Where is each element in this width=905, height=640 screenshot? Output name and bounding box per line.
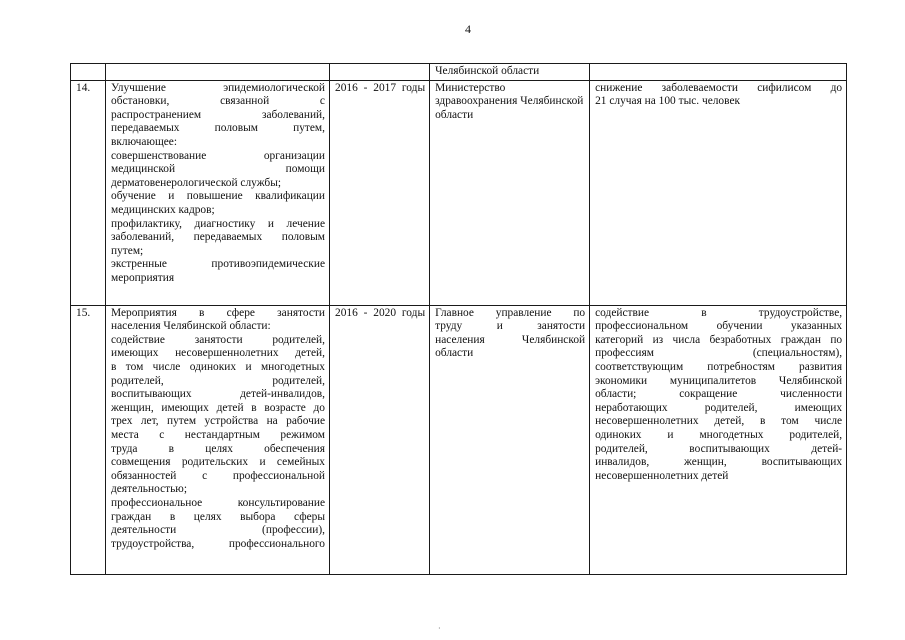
result-line: профессиям (специальностям), [595, 347, 843, 360]
activity-line: имеющих несовершеннолетних детей, [111, 347, 325, 360]
result-cell [590, 80, 847, 305]
executor-text: Министерство здравоохранения Челябинской области [435, 81, 584, 121]
activity-line: путем; [111, 244, 144, 257]
result-line: инвалидов, женщин, воспитывающих [595, 456, 843, 469]
activity-line: медицинской помощи [111, 163, 325, 176]
activity-line: Мероприятия в сфере занятости [111, 306, 325, 319]
result-line: одиноких и многодетных родителей, [595, 428, 843, 441]
years-text: 2016 - 2020 годы [335, 306, 426, 319]
activity-line: населения Челябинской области: [111, 320, 271, 333]
continuation-num-cell [71, 64, 106, 81]
years-text: 2016 - 2017 годы [335, 81, 426, 94]
continuation-row [71, 64, 847, 81]
activity-line: содействие занятости родителей, [111, 333, 325, 346]
result-line: несовершеннолетних детей, в том числе [595, 415, 843, 428]
table-row [71, 305, 847, 574]
result-line: 21 случая на 100 тыс. человек [595, 95, 741, 108]
activity-line: заболеваний, передаваемых половым [111, 231, 325, 244]
result-line: соответствующим потребностям развития [595, 360, 843, 373]
activity-cell [106, 80, 330, 305]
activity-line: деятельностью; [111, 483, 187, 496]
result-line: снижение заболеваемости сифилисом до [595, 81, 843, 94]
result-line: категорий из числа безработных граждан по [595, 333, 843, 346]
continuation-executor-text: Челябинской области [435, 65, 540, 77]
activity-line: мероприятия [111, 271, 175, 284]
executor-line: области [435, 347, 474, 360]
activity-line: воспитывающих детей-инвалидов, [111, 388, 325, 401]
continuation-result-cell [590, 64, 847, 81]
executor-cell [430, 305, 590, 574]
executor-line: Главное управление по [435, 306, 586, 319]
activity-line: Улучшение эпидемиологической [111, 81, 325, 94]
activity-line: профессиональное консультирование [111, 496, 325, 509]
result-line: области; сокращение численности [595, 388, 843, 401]
executor-cell [430, 80, 590, 305]
activity-cell [106, 305, 330, 574]
activity-line: обучение и повышение квалификации [111, 190, 325, 203]
activity-line: совмещения родительских и семейных [111, 456, 325, 469]
result-line: родителей, воспитывающих детей- [595, 442, 843, 455]
activity-line: распространением заболеваний, [111, 108, 325, 121]
activity-line: женщин, имеющих детей в возрасте до [111, 401, 325, 414]
activity-line: экстренные противоэпидемические [111, 258, 325, 271]
continuation-activity-cell [106, 64, 330, 81]
activity-line: граждан в целях выбора сферы [111, 510, 325, 523]
page-number: 4 [465, 22, 471, 36]
result-line: профессиональном обучении указанных [595, 320, 843, 333]
result-line: экономики муниципалитетов Челябинской [595, 374, 843, 387]
measures-table [70, 63, 847, 575]
activity-line: места с нестандартным режимом [111, 428, 325, 441]
years-cell [330, 80, 430, 305]
activity-line: совершенствование организации [111, 149, 325, 162]
activity-line: дерматовенерологической службы; [111, 176, 282, 189]
row-number: 15. [71, 305, 106, 574]
result-line: неработающих родителей, имеющих [595, 401, 843, 414]
activity-line: профилактику, диагностику и лечение [111, 217, 325, 230]
activity-line: деятельности (профессии), [111, 524, 325, 537]
executor-line: труду и занятости [435, 320, 586, 333]
activity-line: в том числе одиноких и многодетных [111, 360, 325, 373]
continuation-executor-cell [430, 64, 590, 81]
activity-line: обстановки, связанной с [111, 95, 325, 108]
activity-line: трудоустройства, профессионального [111, 537, 325, 550]
activity-line: обязанностей с профессиональной [111, 469, 325, 482]
result-cell [590, 305, 847, 574]
activity-line: родителей, родителей, [111, 374, 325, 387]
result-line: содействие в трудоустройстве, [595, 306, 843, 319]
row-number: 14. [71, 80, 106, 305]
activity-line: медицинских кадров; [111, 203, 215, 216]
activity-line: включающее: [111, 135, 178, 148]
activity-line: труда в целях обеспечения [111, 442, 325, 455]
years-cell [330, 305, 430, 574]
continuation-years-cell [330, 64, 430, 81]
activity-line: трех лет, путем устройства на рабочие [111, 415, 325, 428]
scan-dot: · [438, 624, 441, 633]
result-line: несовершеннолетних детей [595, 469, 729, 482]
activity-line: передаваемых половым путем, [111, 122, 325, 135]
executor-line: населения Челябинской [435, 333, 586, 346]
table-row [71, 80, 847, 305]
